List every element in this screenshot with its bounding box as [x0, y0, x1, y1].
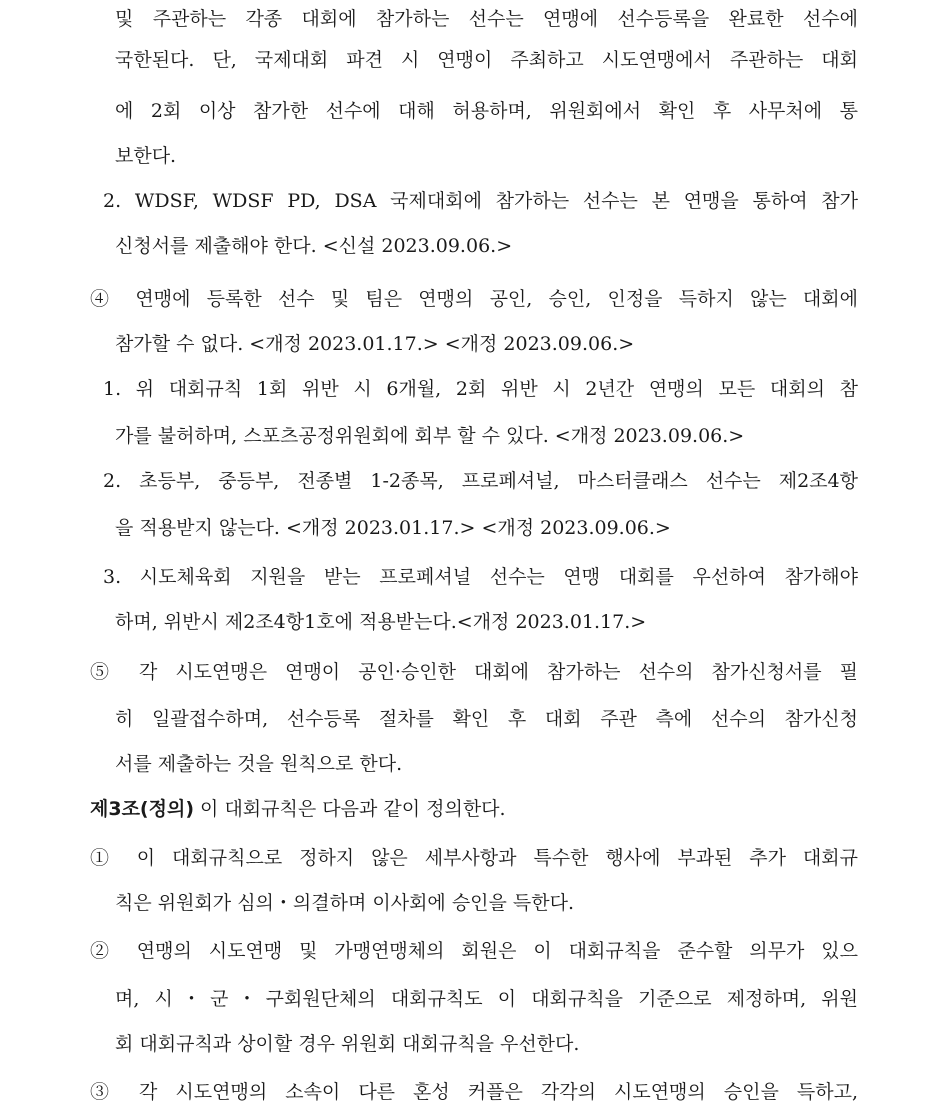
text-line: ② 연맹의 시도연맹 및 가맹연맹체의 회원은 이 대회규칙을 준수할 의무가 있으: [90, 940, 858, 962]
text-line: 보한다.: [115, 145, 177, 167]
text-line: 칙은 위원회가 심의・의결하며 이사회에 승인을 득한다.: [115, 892, 575, 914]
article-heading: 제3조(정의): [90, 798, 195, 820]
text-line: 서를 제출하는 것을 원칙으로 한다.: [115, 753, 403, 775]
article-3-line: [90, 795, 506, 823]
text-line: 신청서를 제출해야 한다. <신설 2023.09.06.>: [115, 235, 513, 257]
text-line: 가를 불허하며, 스포츠공정위원회에 회부 할 수 있다. <개정 2023.09.06.>: [115, 425, 745, 447]
text-line: 을 적용받지 않는다. <개정 2023.01.17.> <개정 2023.09.06.>: [115, 517, 671, 539]
text-line: 히 일괄접수하며, 선수등록 절차를 확인 후 대회 주관 측에 선수의 참가신청: [115, 708, 858, 730]
text-line: 국한된다. 단, 국제대회 파견 시 연맹이 주최하고 시도연맹에서 주관하는 대회: [115, 49, 858, 71]
article-intro: 이 대회규칙은 다음과 같이 정의한다.: [194, 798, 506, 820]
text-line: 3. 시도체육회 지원을 받는 프로페셔널 선수는 연맹 대회를 우선하여 참가해야: [103, 566, 858, 588]
text-line: 에 2회 이상 참가한 선수에 대해 허용하며, 위원회에서 확인 후 사무처에 통: [115, 100, 858, 122]
text-line: 참가할 수 없다. <개정 2023.01.17.> <개정 2023.09.06.>: [115, 333, 635, 355]
text-line: 2. 초등부, 중등부, 전종별 1-2종목, 프로페셔널, 마스터클래스 선수는 제2조4항: [103, 470, 858, 492]
text-line: 회 대회규칙과 상이할 경우 위원회 대회규칙을 우선한다.: [115, 1033, 580, 1055]
text-line: 며, 시・군・구회원단체의 대회규칙도 이 대회규칙을 기준으로 제정하며, 위원: [115, 988, 858, 1010]
text-line: 하며, 위반시 제2조4항1호에 적용받는다.<개정 2023.01.17.>: [115, 611, 647, 633]
text-line: 1. 위 대회규칙 1회 위반 시 6개월, 2회 위반 시 2년간 연맹의 모든 대회의 참: [103, 378, 858, 400]
text-line: 2. WDSF, WDSF PD, DSA 국제대회에 참가하는 선수는 본 연맹을 통하여 참가: [103, 190, 858, 212]
text-line: ⑤ 각 시도연맹은 연맹이 공인·승인한 대회에 참가하는 선수의 참가신청서를 필: [90, 661, 858, 683]
text-line: ① 이 대회규칙으로 정하지 않은 세부사항과 특수한 행사에 부과된 추가 대회규: [90, 847, 858, 869]
text-line: ③ 각 시도연맹의 소속이 다른 혼성 커플은 각각의 시도연맹의 승인을 득하고,: [90, 1081, 858, 1103]
text-line: ④ 연맹에 등록한 선수 및 팀은 연맹의 공인, 승인, 인정을 득하지 않는 대회에: [90, 288, 858, 310]
text-line: 및 주관하는 각종 대회에 참가하는 선수는 연맹에 선수등록을 완료한 선수에: [115, 8, 858, 30]
